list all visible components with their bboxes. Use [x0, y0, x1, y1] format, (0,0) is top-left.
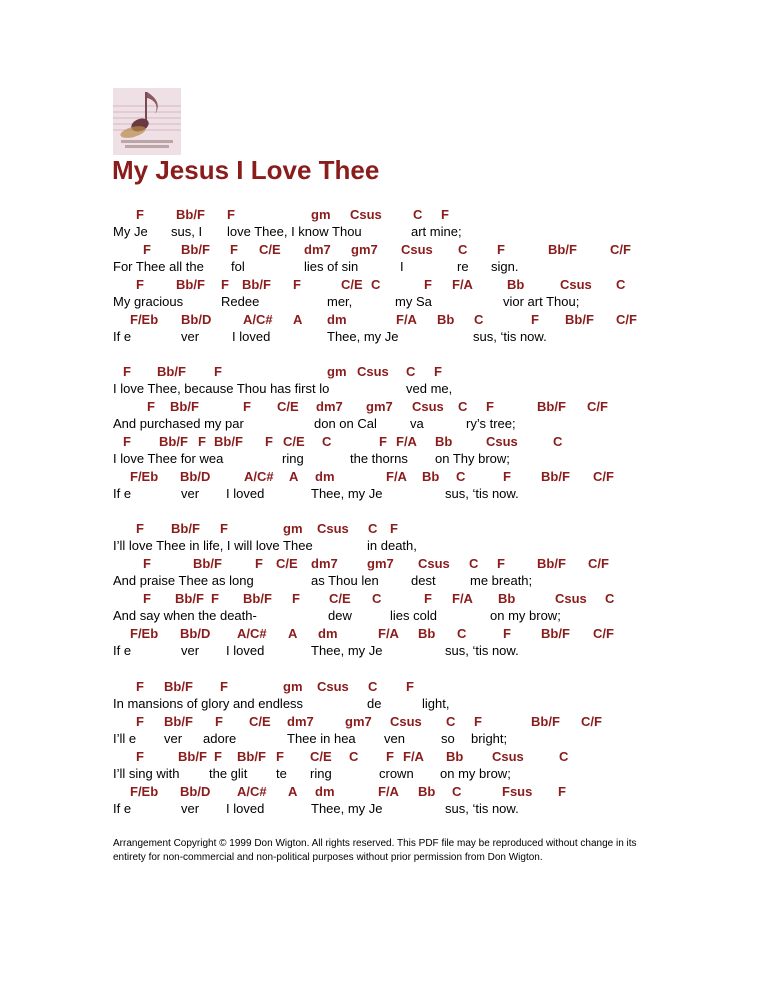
chord-symbol: dm7 — [287, 714, 314, 729]
chord-symbol: C — [371, 277, 381, 292]
chord-symbol: F — [276, 749, 284, 764]
chord-symbol: F/A — [378, 626, 399, 641]
chord-line — [0, 277, 768, 295]
lyric-fragment: Thee, my Je — [311, 643, 383, 658]
lyric-fragment: And purchased my par — [113, 416, 244, 431]
chord-symbol: Csus — [357, 364, 389, 379]
chord-symbol: A/C# — [243, 312, 273, 327]
chord-symbol: F/Eb — [130, 469, 159, 484]
lyric-fragment: Thee in hea — [287, 731, 356, 746]
chord-symbol: C/F — [581, 714, 602, 729]
lyric-fragment: In mansions of glory and endless — [113, 696, 304, 711]
chord-symbol: C/E — [283, 434, 305, 449]
lyric-fragment: And say when the death- — [113, 608, 257, 623]
lyric-fragment: lies of sin — [304, 259, 359, 274]
chord-line — [0, 626, 768, 644]
chord-symbol: dm — [315, 469, 335, 484]
chord-symbol: F/A — [396, 312, 417, 327]
chord-symbol: C — [469, 556, 479, 571]
chord-symbol: F — [143, 556, 151, 571]
chord-symbol: C — [616, 277, 626, 292]
chord-symbol: A/C# — [237, 784, 267, 799]
chord-symbol: Bb — [418, 626, 436, 641]
chord-symbol: Bb/F — [171, 521, 200, 536]
lyric-line — [0, 766, 768, 784]
chord-symbol: dm7 — [316, 399, 343, 414]
chord-symbol: F — [503, 469, 511, 484]
chord-symbol: Csus — [418, 556, 450, 571]
lyric-fragment: sus, ‘tis now. — [445, 486, 519, 501]
chord-symbol: F — [143, 591, 151, 606]
chord-line — [0, 364, 768, 382]
lyric-line — [0, 381, 768, 399]
chord-symbol: F — [424, 591, 432, 606]
chord-symbol: Csus — [390, 714, 422, 729]
lyric-line — [0, 801, 768, 819]
lyric-fragment: art mine; — [411, 224, 462, 239]
chord-symbol: F — [221, 277, 229, 292]
chord-symbol: C — [349, 749, 359, 764]
chord-line — [0, 207, 768, 225]
lyric-fragment: I loved — [232, 329, 271, 344]
chord-symbol: Bb/F — [214, 434, 243, 449]
lyric-fragment: sus, I — [171, 224, 203, 239]
chord-symbol: Csus — [555, 591, 587, 606]
lyric-fragment: so — [441, 731, 455, 746]
chord-symbol: F — [434, 364, 442, 379]
chord-symbol: Bb — [446, 749, 464, 764]
copyright-notice: Arrangement Copyright © 1999 Don Wigton. All rights reserved. This PDF file may be reproduced without change in its entirety for non-commercial and non-political purposes without prior permission from Don Wigton. — [113, 838, 637, 863]
lyric-fragment: de — [367, 696, 382, 711]
chord-symbol: F — [215, 714, 223, 729]
chord-symbol: C/E — [329, 591, 351, 606]
chord-symbol: Bb — [435, 434, 453, 449]
chord-symbol: Bb/D — [181, 312, 212, 327]
chord-symbol: F — [211, 591, 219, 606]
chord-line — [0, 591, 768, 609]
chord-line — [0, 679, 768, 697]
chord-symbol: F — [136, 207, 144, 222]
lyric-fragment: I love Thee, because Thou has first lo — [113, 381, 330, 396]
lyric-fragment: My Je — [113, 224, 148, 239]
lyric-fragment: on my brow; — [440, 766, 511, 781]
chord-symbol: dm — [315, 784, 335, 799]
chord-symbol: F — [292, 591, 300, 606]
chord-symbol: F — [497, 556, 505, 571]
chord-symbol: Csus — [317, 521, 349, 536]
chord-symbol: Csus — [401, 242, 433, 257]
chord-symbol: F — [386, 749, 394, 764]
lyric-line — [0, 608, 768, 626]
chord-symbol: F — [220, 679, 228, 694]
chord-symbol: Bb/F — [164, 714, 193, 729]
lyric-fragment: bright; — [471, 731, 508, 746]
chord-symbol: A — [288, 626, 298, 641]
lyric-line — [0, 416, 768, 434]
chord-symbol: F — [136, 749, 144, 764]
lyric-line — [0, 451, 768, 469]
chord-symbol: Bb/F — [565, 312, 594, 327]
chord-symbol: Bb/D — [180, 626, 211, 641]
chord-symbol: F/A — [386, 469, 407, 484]
lyric-line — [0, 573, 768, 591]
chord-symbol: Bb/F — [157, 364, 186, 379]
chord-symbol: C — [456, 469, 466, 484]
chord-symbol: C/F — [593, 469, 614, 484]
chord-symbol: gm — [311, 207, 331, 222]
lyric-fragment: I’ll love Thee in life, I will love Thee — [113, 538, 313, 553]
chord-symbol: F — [214, 749, 222, 764]
lyric-line — [0, 538, 768, 556]
chord-symbol: Fsus — [502, 784, 533, 799]
lyric-line — [0, 696, 768, 714]
chord-symbol: F — [255, 556, 263, 571]
lyric-fragment: dew — [328, 608, 352, 623]
chord-symbol: C — [406, 364, 416, 379]
chord-symbol: F — [123, 434, 131, 449]
chord-symbol: dm — [327, 312, 347, 327]
lyric-fragment: sus, ‘tis now. — [445, 643, 519, 658]
chord-symbol: Csus — [350, 207, 382, 222]
chord-symbol: F — [486, 399, 494, 414]
lyric-fragment: in death, — [367, 538, 417, 553]
lyric-fragment: ver — [181, 486, 200, 501]
chord-symbol: C/F — [610, 242, 631, 257]
page-title: My Jesus I Love Thee — [112, 155, 380, 185]
logo — [113, 88, 181, 155]
chord-symbol: C — [458, 242, 468, 257]
chord-symbol: C/E — [310, 749, 332, 764]
chord-line — [0, 399, 768, 417]
chord-symbol: F — [390, 521, 398, 536]
lyric-fragment: If e — [113, 801, 132, 816]
chord-symbol: F — [198, 434, 206, 449]
lyric-fragment: light, — [422, 696, 450, 711]
chord-symbol: A — [288, 784, 298, 799]
lyric-line — [0, 224, 768, 242]
lyric-fragment: ved me, — [406, 381, 453, 396]
chord-line — [0, 749, 768, 767]
chord-symbol: F — [474, 714, 482, 729]
chord-symbol: F — [558, 784, 566, 799]
chord-line — [0, 556, 768, 574]
chord-symbol: Bb/F — [242, 277, 271, 292]
lyric-fragment: sign. — [491, 259, 519, 274]
chord-symbol: C/F — [593, 626, 614, 641]
chord-symbol: Csus — [317, 679, 349, 694]
chord-symbol: Bb/F — [243, 591, 272, 606]
chord-symbol: C — [446, 714, 456, 729]
chord-symbol: A/C# — [244, 469, 274, 484]
chord-symbol: Bb/F — [181, 242, 210, 257]
lyric-fragment: vior art Thou; — [503, 294, 580, 309]
chord-symbol: F — [147, 399, 155, 414]
lyric-fragment: ven — [384, 731, 405, 746]
lyric-fragment: Thee, my Je — [311, 801, 383, 816]
chord-symbol: Bb/F — [537, 399, 566, 414]
chord-symbol: F — [503, 626, 511, 641]
chord-symbol: gm7 — [345, 714, 372, 729]
chord-symbol: Bb/F — [541, 469, 570, 484]
lyric-line — [0, 486, 768, 504]
lyric-line — [0, 294, 768, 312]
chord-symbol: gm — [283, 679, 303, 694]
chord-symbol: dm7 — [311, 556, 338, 571]
chord-symbol: F — [227, 207, 235, 222]
chord-symbol: F/Eb — [130, 784, 159, 799]
lyric-fragment: Redee — [221, 294, 260, 309]
chord-symbol: Bb/F — [237, 749, 266, 764]
lyric-fragment: I loved — [226, 801, 265, 816]
chord-symbol: C — [452, 784, 462, 799]
lyric-fragment: adore — [203, 731, 237, 746]
lyric-fragment: mer, — [327, 294, 353, 309]
chord-line — [0, 784, 768, 802]
chord-symbol: Bb/F — [193, 556, 222, 571]
lyric-fragment: lies cold — [390, 608, 437, 623]
chord-line — [0, 434, 768, 452]
chord-symbol: C — [372, 591, 382, 606]
lyric-line — [0, 329, 768, 347]
chord-symbol: A/C# — [237, 626, 267, 641]
chord-symbol: Bb — [507, 277, 525, 292]
lyric-fragment: on Thy brow; — [435, 451, 510, 466]
lyric-fragment: ver — [181, 643, 200, 658]
lyric-fragment: Thee, my Je — [311, 486, 383, 501]
chord-symbol: A — [289, 469, 299, 484]
chord-symbol: Bb — [437, 312, 455, 327]
chord-symbol: C — [474, 312, 484, 327]
chord-symbol: F — [143, 242, 151, 257]
chord-symbol: Csus — [412, 399, 444, 414]
chord-symbol: C — [413, 207, 423, 222]
lyric-fragment: I’ll e — [113, 731, 137, 746]
chord-symbol: C — [457, 626, 467, 641]
chord-symbol: Bb/F — [178, 749, 207, 764]
chord-symbol: Bb/F — [537, 556, 566, 571]
lyric-fragment: dest — [411, 573, 436, 588]
chord-line — [0, 242, 768, 260]
lyric-fragment: ver — [181, 801, 200, 816]
chord-symbol: F — [220, 521, 228, 536]
chord-symbol: Bb — [418, 784, 436, 799]
chord-symbol: F — [230, 242, 238, 257]
lyric-fragment: re — [457, 259, 469, 274]
chord-symbol: C/E — [276, 556, 298, 571]
lyric-fragment: as Thou len — [311, 573, 379, 588]
lyric-fragment: me breath; — [470, 573, 533, 588]
chord-symbol: C/F — [588, 556, 609, 571]
chord-symbol: Bb/F — [170, 399, 199, 414]
chord-symbol: F — [136, 714, 144, 729]
chord-symbol: Bb/F — [164, 679, 193, 694]
chord-symbol: F/Eb — [130, 312, 159, 327]
chord-symbol: C — [368, 521, 378, 536]
chord-symbol: F/A — [403, 749, 424, 764]
chord-symbol: C — [458, 399, 468, 414]
chord-symbol: F — [214, 364, 222, 379]
chord-symbol: F/A — [452, 277, 473, 292]
lyric-fragment: te — [276, 766, 287, 781]
chord-line — [0, 521, 768, 539]
chord-symbol: C/E — [249, 714, 271, 729]
lyric-fragment: ry’s tree; — [466, 416, 516, 431]
chord-symbol: F — [136, 521, 144, 536]
chord-symbol: Bb/F — [541, 626, 570, 641]
chord-symbol: C/E — [259, 242, 281, 257]
lyric-fragment: If e — [113, 486, 132, 501]
chord-symbol: Bb/F — [531, 714, 560, 729]
lyric-fragment: the glit — [209, 766, 248, 781]
chord-symbol: F — [424, 277, 432, 292]
chord-line — [0, 714, 768, 732]
chord-symbol: F — [406, 679, 414, 694]
lyric-fragment: I — [400, 259, 404, 274]
chord-symbol: Bb/F — [176, 277, 205, 292]
chord-symbol: Bb/F — [548, 242, 577, 257]
chord-symbol: F — [531, 312, 539, 327]
chord-symbol: C/E — [277, 399, 299, 414]
chord-symbol: F — [136, 277, 144, 292]
chord-symbol: F — [243, 399, 251, 414]
chord-symbol: F — [123, 364, 131, 379]
chord-symbol: C — [553, 434, 563, 449]
chord-symbol: C — [368, 679, 378, 694]
chord-symbol: C — [605, 591, 615, 606]
chord-symbol: Bb/F — [159, 434, 188, 449]
chord-symbol: F/Eb — [130, 626, 159, 641]
lyric-fragment: ring — [310, 766, 332, 781]
lyric-line — [0, 259, 768, 277]
chord-symbol: C/F — [616, 312, 637, 327]
lyric-fragment: don on Cal — [314, 416, 377, 431]
lyric-fragment: My gracious — [113, 294, 184, 309]
lyric-fragment: fol — [231, 259, 245, 274]
lyric-fragment: I love Thee for wea — [113, 451, 224, 466]
lyric-fragment: I’ll sing with — [113, 766, 180, 781]
lyric-fragment: my Sa — [395, 294, 432, 309]
chord-symbol: Bb/F — [175, 591, 204, 606]
lyric-fragment: ver — [181, 329, 200, 344]
chord-symbol: Bb — [422, 469, 440, 484]
chord-symbol: Bb/D — [180, 469, 211, 484]
chord-symbol: F/A — [378, 784, 399, 799]
chord-symbol: F — [136, 679, 144, 694]
lyric-fragment: crown — [379, 766, 414, 781]
lyric-fragment: va — [410, 416, 424, 431]
lyric-fragment: the thorns — [350, 451, 408, 466]
lyric-fragment: ring — [282, 451, 304, 466]
lyric-line — [0, 731, 768, 749]
chord-symbol: F — [441, 207, 449, 222]
lyric-fragment: sus, ‘tis now. — [445, 801, 519, 816]
lyric-fragment: I loved — [226, 486, 265, 501]
chord-symbol: Csus — [486, 434, 518, 449]
chord-symbol: dm — [318, 626, 338, 641]
chord-symbol: Bb/F — [176, 207, 205, 222]
chord-symbol: F/A — [452, 591, 473, 606]
lyric-fragment: I loved — [226, 643, 265, 658]
lyric-fragment: If e — [113, 643, 132, 658]
chord-line — [0, 312, 768, 330]
chord-symbol: F — [497, 242, 505, 257]
chord-symbol: Bb/D — [180, 784, 211, 799]
chord-symbol: gm7 — [351, 242, 378, 257]
chord-line — [0, 469, 768, 487]
lyric-fragment: For Thee all the — [113, 259, 204, 274]
chord-symbol: C/F — [587, 399, 608, 414]
chord-symbol: C — [322, 434, 332, 449]
chord-symbol: A — [293, 312, 303, 327]
lyric-fragment: If e — [113, 329, 132, 344]
music-note-logo-icon — [113, 88, 181, 155]
chord-symbol: gm7 — [366, 399, 393, 414]
lyric-fragment: love Thee, I know Thou — [227, 224, 362, 239]
lyric-fragment: ver — [164, 731, 183, 746]
lyric-fragment: sus, ‘tis now. — [473, 329, 547, 344]
chord-symbol: F/A — [396, 434, 417, 449]
chord-symbol: F — [265, 434, 273, 449]
chord-symbol: gm — [327, 364, 347, 379]
chord-symbol: gm7 — [367, 556, 394, 571]
chord-symbol: Csus — [560, 277, 592, 292]
lyric-fragment: Thee, my Je — [327, 329, 399, 344]
chord-symbol: dm7 — [304, 242, 331, 257]
lyric-line — [0, 643, 768, 661]
lyric-fragment: on my brow; — [490, 608, 561, 623]
chord-symbol: C — [559, 749, 569, 764]
chord-symbol: C/E — [341, 277, 363, 292]
chord-symbol: Csus — [492, 749, 524, 764]
chord-symbol: gm — [283, 521, 303, 536]
chord-symbol: Bb — [498, 591, 516, 606]
chord-symbol: F — [379, 434, 387, 449]
lyric-fragment: And praise Thee as long — [113, 573, 254, 588]
chord-symbol: F — [293, 277, 301, 292]
